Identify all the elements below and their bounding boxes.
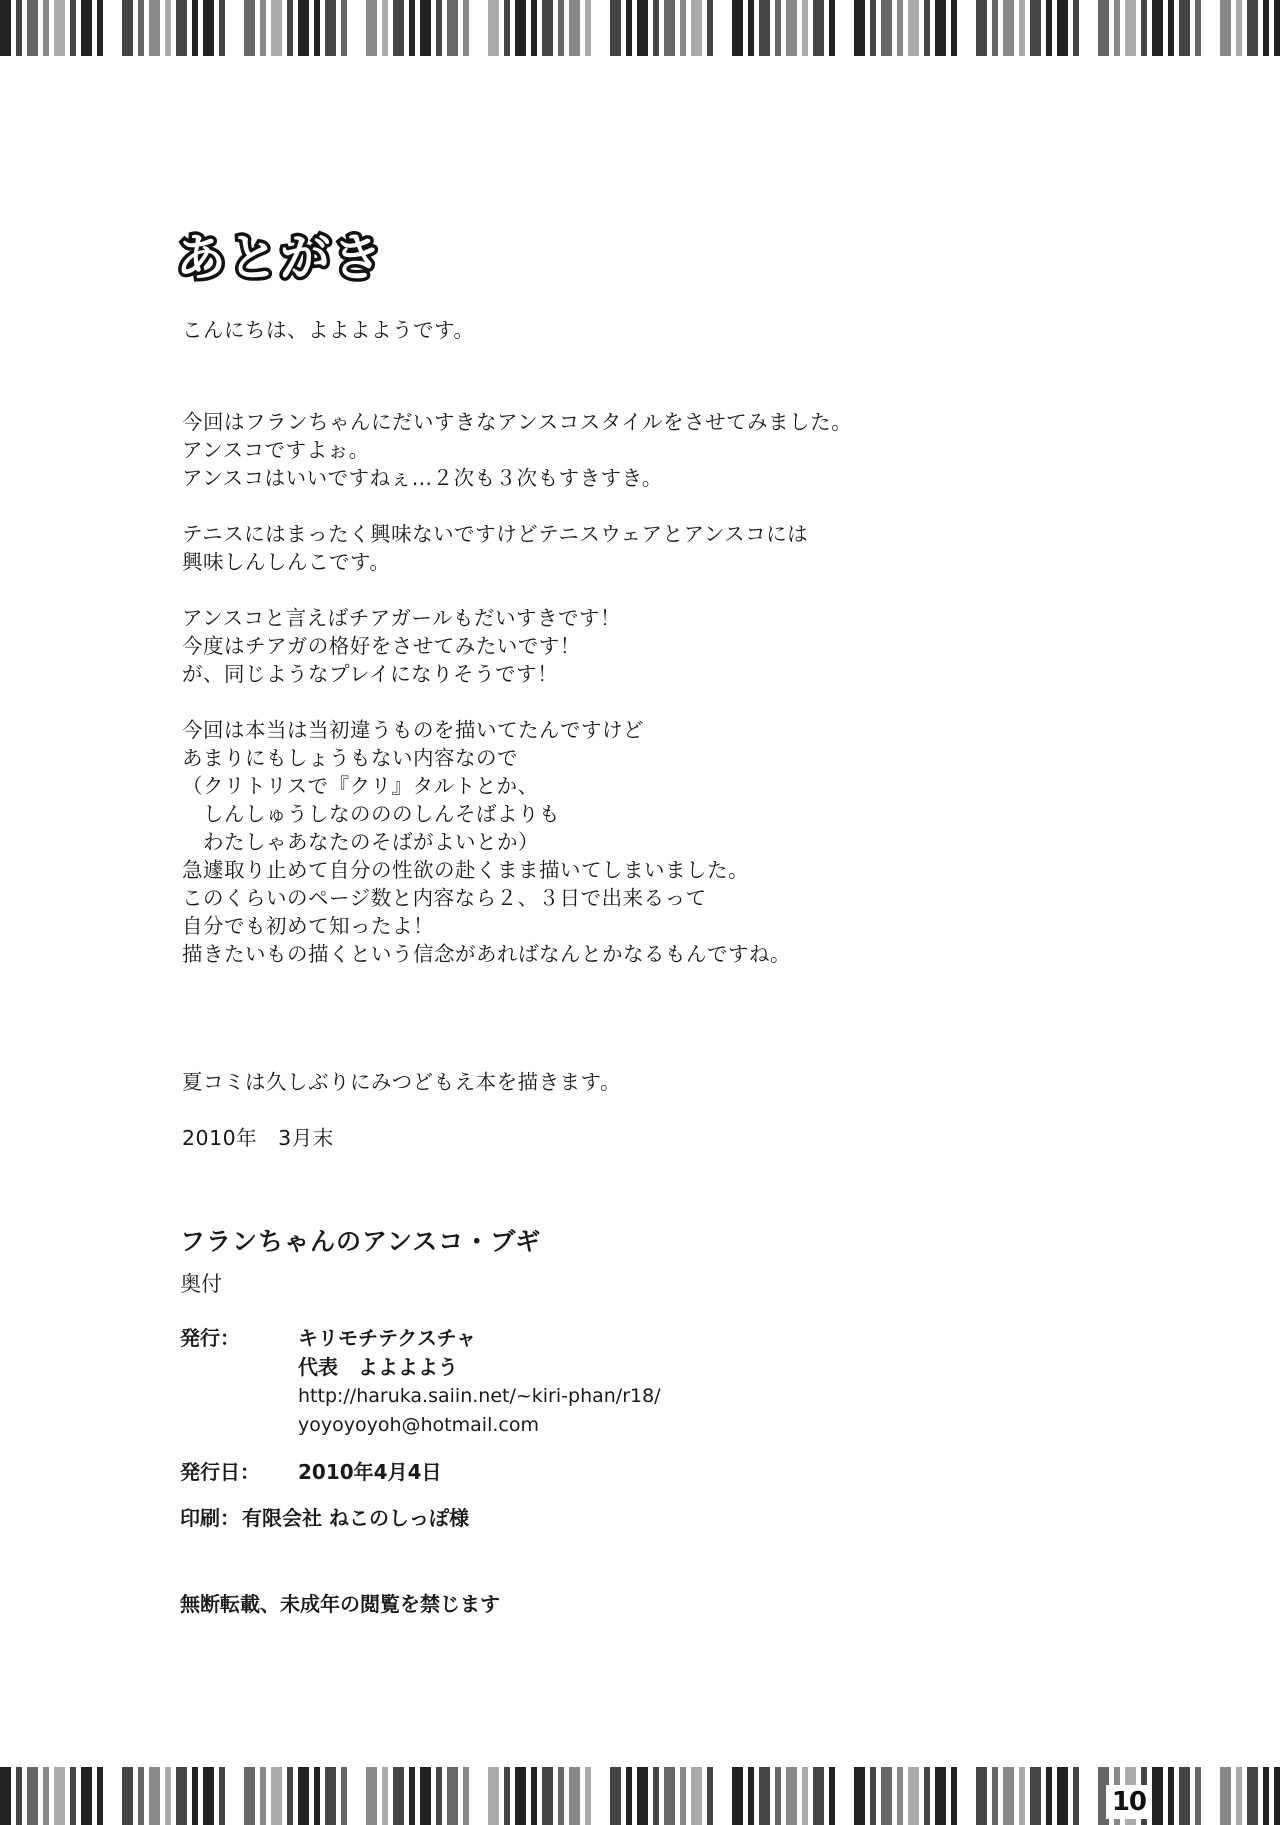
afterword-paragraph xyxy=(182,520,1082,576)
afterword-paragraph xyxy=(182,604,1082,688)
copyright-notice: 無断転載、未成年の閲覧を禁じます xyxy=(180,1592,500,1616)
printer-label: 印刷： xyxy=(180,1506,240,1530)
afterword-line: こんにちは、よよよようです。 xyxy=(182,318,475,342)
afterword-line: 夏コミは久しぶりにみつどもえ本を描きます。 xyxy=(182,1070,621,1094)
website-url: http://haruka.saiin.net/~kiri-phan/r18/ xyxy=(298,1385,661,1407)
publisher-name: キリモチテクスチャ xyxy=(298,1326,476,1350)
afterword-line: アンスコと言えばチアガールもだいすきです！ xyxy=(182,606,621,630)
page-number: 10 xyxy=(1106,1785,1152,1819)
afterword-line: 興味しんしんこです。 xyxy=(182,550,391,574)
afterword-paragraph xyxy=(182,716,1082,968)
printer-row xyxy=(180,1504,1080,1532)
afterword-paragraph xyxy=(182,316,1082,344)
stripe-pattern xyxy=(0,1767,1280,1825)
afterword-line: 今度はチアガの格好をさせてみたいです！ xyxy=(182,634,581,658)
afterword-line: しんしゅうしなのののしんそばよりも xyxy=(182,802,560,826)
afterword-line: 自分でも初めて知ったよ！ xyxy=(182,914,434,938)
colophon-heading: 奥付 xyxy=(180,1272,222,1296)
email-address: yoyoyoyoh@hotmail.com xyxy=(298,1414,539,1436)
publisher-values xyxy=(298,1324,661,1440)
afterword-line: 今回はフランちゃんにだいすきなアンスコスタイルをさせてみました。 xyxy=(182,410,853,434)
printer-value: 有限会社 ねこのしっぽ様 xyxy=(242,1506,469,1530)
afterword-heading-text: あとがき xyxy=(176,218,384,290)
afterword-line: が、同じようなプレイになりそうです！ xyxy=(182,662,559,686)
afterword-line: （クリトリスで『クリ』タルトとか、 xyxy=(182,774,539,798)
afterword-line: わたしゃあなたのそばがよいとか） xyxy=(182,830,539,854)
publisher-row xyxy=(180,1324,1080,1440)
afterword-line: 今回は本当は当初違うものを描いてたんですけど xyxy=(182,718,644,742)
publish-date-row xyxy=(180,1458,1080,1486)
afterword-line: このくらいのページ数と内容なら２、３日で出来るって xyxy=(182,886,707,910)
representative: 代表 よよよよう xyxy=(298,1355,458,1379)
afterword-paragraph xyxy=(182,1124,1082,1152)
colophon xyxy=(180,1228,1080,1618)
afterword-line: 描きたいもの描くという信念があればなんとかなるもんですね。 xyxy=(182,942,791,966)
afterword-line: 急遽取り止めて自分の性欲の赴くまま描いてしまいました。 xyxy=(182,858,749,882)
publisher-label: 発行： xyxy=(180,1326,240,1350)
afterword-paragraph xyxy=(182,408,1082,492)
book-title: フランちゃんのアンスコ・ブギ xyxy=(180,1227,542,1256)
stripe-pattern xyxy=(0,0,1280,56)
afterword-line: アンスコはいいですねぇ…２次も３次もすきすき。 xyxy=(182,466,663,490)
afterword-line: あまりにもしょうもない内容なので xyxy=(182,746,518,770)
afterword-paragraph xyxy=(182,1068,1082,1096)
afterword-line: 2010年 3月末 xyxy=(182,1126,334,1150)
publish-date-value: 2010年4月4日 xyxy=(298,1460,442,1484)
afterword-line: アンスコですよぉ。 xyxy=(182,438,370,462)
publish-date-label: 発行日： xyxy=(180,1460,260,1484)
afterword-line: テニスにはまったく興味ないですけどテニスウェアとアンスコには xyxy=(182,522,809,546)
afterword-body xyxy=(182,316,1082,1180)
top-stripe-border xyxy=(0,0,1280,56)
afterword-heading xyxy=(176,218,384,290)
bottom-stripe-border xyxy=(0,1767,1280,1825)
